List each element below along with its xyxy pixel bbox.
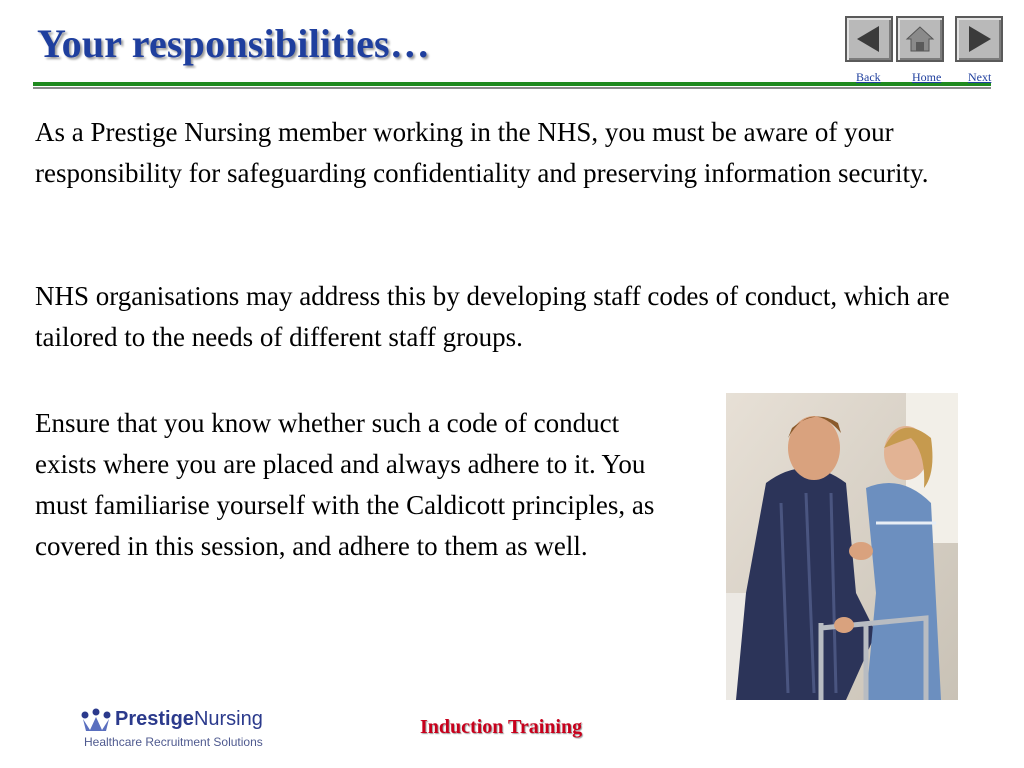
paragraph-codes-of-conduct: NHS organisations may address this by developing staff codes of conduct, which are tailored to the needs of different staff groups. (35, 281, 950, 352)
next-arrow-icon (963, 23, 995, 55)
next-link[interactable]: Next (968, 70, 992, 84)
title-divider-green (33, 82, 991, 86)
back-arrow-icon (853, 23, 885, 55)
slide-title: Your responsibilities… (37, 21, 430, 66)
paragraph-confidentiality: As a Prestige Nursing member working in the NHS, you must be aware of your responsibility for safeguarding confidentiality and preserving information security. (35, 117, 929, 188)
home-button[interactable] (896, 16, 944, 62)
next-button[interactable] (955, 16, 1003, 62)
title-divider-grey (33, 87, 991, 89)
back-button[interactable] (845, 16, 893, 62)
paragraph-caldicott: Ensure that you know whether such a code of conduct exists where you are placed and always adhere to it. You must familiarise yourself with the Caldicott principles, as covered in this session, and adhere to them as well. (35, 408, 655, 561)
home-link[interactable]: Home (912, 70, 942, 84)
home-icon (904, 23, 936, 55)
nurse-assisting-patient-photo (726, 393, 958, 700)
footer-induction-training: Induction Training (420, 716, 583, 738)
back-link[interactable]: Back (856, 70, 881, 84)
logo-brand: PrestigeNursing (115, 708, 263, 730)
crown-logo-icon (80, 708, 112, 732)
logo-tagline: Healthcare Recruitment Solutions (84, 735, 263, 749)
